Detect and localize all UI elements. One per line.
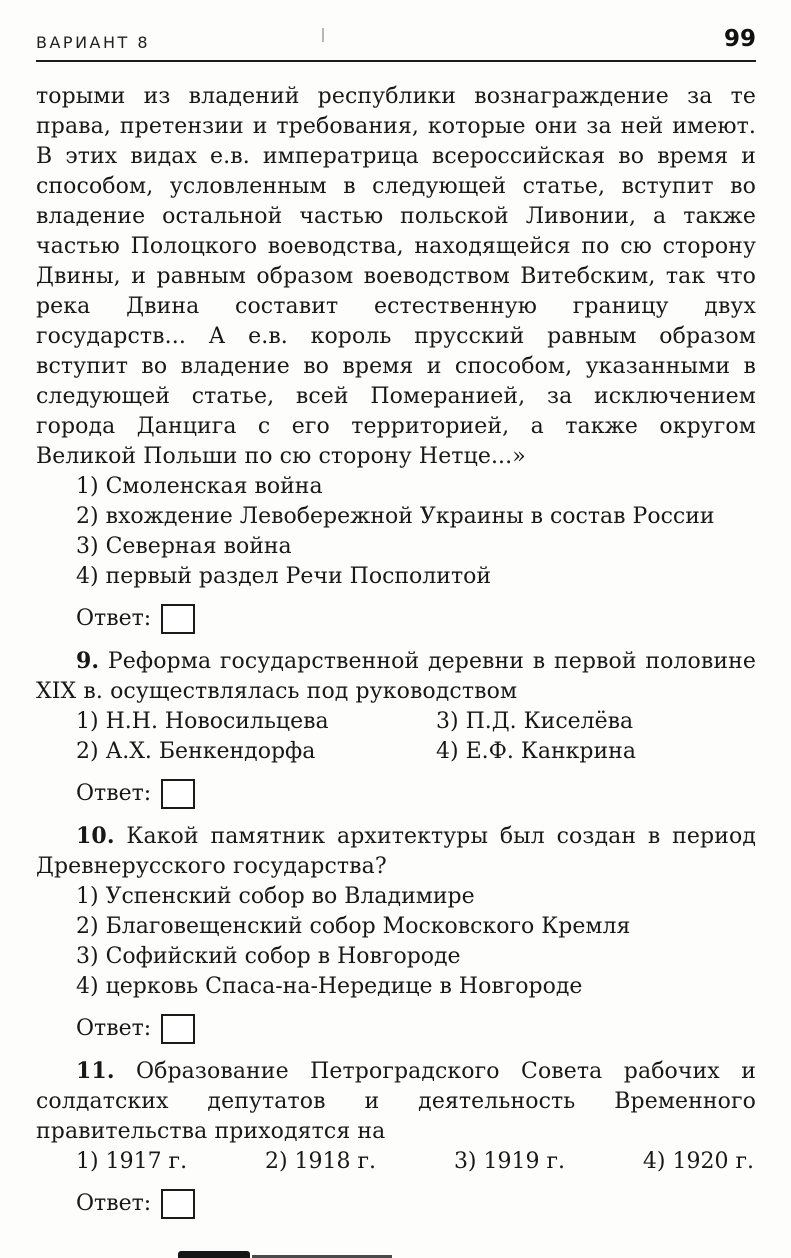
answer-box: [161, 779, 195, 809]
scan-artifact: [322, 28, 324, 42]
answer-row: [76, 1187, 756, 1221]
answer-box: [161, 1014, 195, 1044]
answer-box: [161, 604, 195, 634]
question-text: Какой памятник архитектуры был создан в период Древнерусского государства?: [36, 824, 756, 879]
question-text: Реформа государственной деревни в первой половине XIX в. осуществлялась под руководством: [36, 649, 756, 704]
page-content: [36, 82, 756, 1221]
answer-label: Ответ:: [76, 1016, 152, 1041]
option-item: 4) 1920 г.: [642, 1149, 754, 1174]
answer-label: Ответ:: [76, 1191, 152, 1216]
option-item: 2) вхождение Левобережной Украины в состав России: [76, 504, 715, 529]
option-item: 2) 1918 г.: [264, 1149, 377, 1174]
option-item: 4) Е.Ф. Канкрина: [436, 739, 636, 764]
variant-label: ВАРИАНТ 8: [36, 33, 151, 52]
answer-label: Ответ:: [76, 781, 152, 806]
question-11: [36, 1056, 756, 1147]
option-item: 2) А.Х. Бенкендорфа: [76, 739, 316, 764]
option-item: 1) 1917 г.: [76, 1149, 188, 1174]
page-header: [36, 26, 756, 52]
question-number: 11.: [76, 1058, 115, 1084]
option-item: 1) Смоленская война: [76, 474, 323, 499]
question-11-options: [76, 1147, 756, 1177]
option-item: 3) 1919 г.: [453, 1149, 566, 1174]
quoted-passage: торыми из владений республики вознаграждение за те права, претензии и требования, которые они за ней имеют. В этих видах е.в. императрица всероссийская во время и способом, условленным в следующей статье, вступит во владение остальной частью польской Ливонии, а также частью Полоцкого воеводства, находящейся по сю сторону Двины, и равным образом воеводством Витебским, так что река Двина составит естественную границу двух государств... А е.в. король прусский равным образом вступит во владение во время и способом, указанными в следующей статье, всей Померанией, за исключением города Данцига с его территорией, а также округом Великой Польши по сю сторону Нетце...»: [36, 84, 756, 469]
question-10: [36, 821, 756, 882]
option-item: 3) Софийский собор в Новгороде: [76, 944, 461, 969]
option-item: 1) Успенский собор во Владимире: [76, 884, 475, 909]
answer-box: [161, 1189, 195, 1219]
answer-row: [76, 1012, 756, 1046]
page-number: 99: [723, 26, 756, 52]
option-item: 1) Н.Н. Новосильцева: [76, 709, 329, 734]
answer-label: Ответ:: [76, 606, 152, 631]
option-item: 4) церковь Спаса-на-Нередице в Новгороде: [76, 974, 583, 999]
question-text: Образование Петроградского Совета рабочих и солдатских депутатов и деятельность Временного правительства приходятся на: [36, 1059, 756, 1144]
option-item: 3) П.Д. Киселёва: [436, 709, 634, 734]
option-item: 3) Северная война: [76, 534, 292, 559]
question-number: 9.: [76, 648, 100, 674]
question-number: 10.: [76, 823, 115, 849]
answer-row: [76, 777, 756, 811]
question-9: [36, 646, 756, 707]
scan-artifact: [178, 1251, 250, 1258]
options-column-left: [76, 707, 436, 767]
question-9-options: [76, 707, 756, 767]
option-item: 4) первый раздел Речи Посполитой: [76, 564, 492, 589]
question-10-options: [76, 882, 756, 1002]
option-item: 2) Благовещенский собор Московского Кремля: [76, 914, 631, 939]
header-divider: [36, 60, 756, 62]
options-column-right: [436, 707, 636, 767]
answer-row: [76, 602, 756, 636]
continued-question-options: [76, 472, 756, 592]
